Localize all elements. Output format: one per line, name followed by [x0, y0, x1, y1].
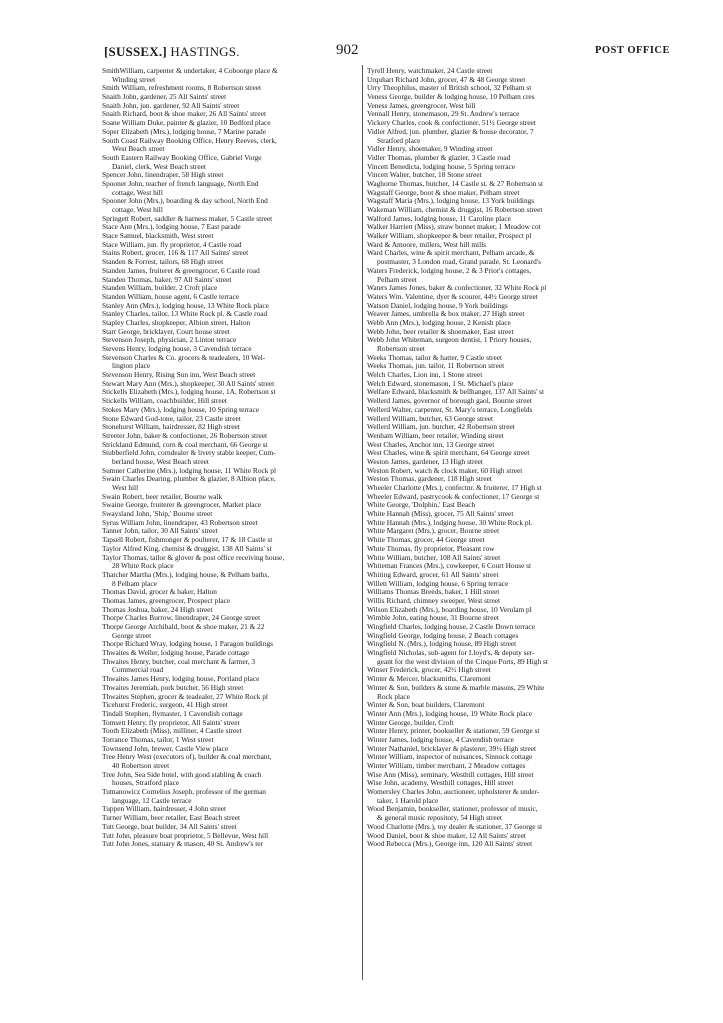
- directory-entry: Winter William, timber merchant, 2 Meadow cottages: [367, 762, 526, 770]
- directory-entry: Stace Ann (Mrs.), lodging house, 7 East parade: [102, 223, 241, 232]
- directory-entry: Winter Henry, printer, bookseller & stationer, 59 George st: [367, 727, 540, 736]
- directory-entry: Standen William, builder, 2 Croft place: [102, 284, 218, 293]
- directory-entry: Wingfield Nicholas, sub-agent for Lloyd's, & deputy ser-: [367, 649, 535, 658]
- directory-entry: Weston James, gardener, 13 High street: [367, 457, 483, 466]
- directory-entry: Waters Frederick, lodging house, 2 & 3 Prior's cottages,: [367, 266, 532, 275]
- directory-entry: Stevenson Charles & Co. grocers & teadealers, 10 Wel-: [102, 353, 266, 362]
- directory-entry: Walker William, shopkeeper & beer retailer, Prospect pl: [367, 232, 532, 241]
- directory-entry: Winter Ann (Mrs.), lodging house, 19 White Rock place: [367, 709, 532, 718]
- left-column: [102, 67, 363, 849]
- directory-entry: Tutt John Jones, statuary & mason, 40 St. Andrew's ter: [102, 840, 263, 849]
- directory-entry: Webb John, beer retailer & shoemaker, East street: [367, 327, 514, 336]
- directory-entry: Smith William, refreshment rooms, 8 Robertson street: [102, 84, 262, 93]
- directory-entry: Syrus William John, linendraper, 43 Robertson street: [102, 518, 258, 527]
- directory-entry: Vincett Walter, butcher, 18 Stone street: [367, 171, 482, 180]
- directory-entry: Tree Henry West (executors of), builder & coal merchant,: [102, 753, 272, 762]
- directory-entry: Standen James, fruiterer & greengrocer, 6 Castle road: [102, 266, 260, 275]
- entry-continuation: postmaster, 3 London road, Grand parade, St. Leonard's: [377, 258, 541, 267]
- entry-continuation: cottage, West hill: [112, 188, 163, 197]
- directory-entry: Snaith Richard, boot & shoe maker, 26 All Saints' street: [102, 110, 266, 119]
- directory-entry: Thwaites & Weller, lodging house, Parade cottage: [102, 649, 250, 658]
- directory-entry: Soper Elizabeth (Mrs.), lodging house, 7 Marine parade: [102, 127, 266, 136]
- directory-entry: Wimble John, eating house, 31 Bourne street: [367, 614, 499, 623]
- directory-entry: West Charles, Anchor inn, 13 George street: [367, 440, 495, 449]
- right-column: [367, 67, 637, 849]
- directory-entry: Vidler Henry, shoemaker, 9 Winding street: [367, 145, 493, 154]
- directory-entry: Taylor Thomas, tailor & glover & post office receiving house,: [102, 553, 285, 562]
- directory-entry: Spooner John (Mrs.), boarding & day school, North End: [102, 197, 268, 206]
- directory-entry: Winter George, builder, Croft: [367, 718, 454, 727]
- directory-entry: Spooner John, teacher of french language, North End: [102, 179, 259, 188]
- directory-entry: Standen William, house agent, 6 Castle terrace: [102, 292, 240, 301]
- page-number: 902: [336, 42, 359, 58]
- directory-entry: Standen & Forrest, tailors, 68 High street: [102, 258, 224, 267]
- directory-entry: Vincett Benedicta, lodging house, 5 Spring terrace: [367, 162, 516, 171]
- directory-entry: Streeter John, baker & confectioner, 26 Robertson street: [102, 431, 268, 440]
- entry-continuation: 40 Robertson street: [112, 762, 170, 770]
- directory-entry: Tuppen William, hairdresser, 4 John street: [102, 805, 227, 814]
- directory-entry: Weaver James, umbrella & box maker, 27 High street: [367, 310, 525, 319]
- directory-entry: Thwaites Henry, butcher, coal merchant & farmer, 3: [102, 657, 256, 666]
- directory-entry: Wood Rebecca (Mrs.), George inn, 120 All Saints' street: [367, 840, 533, 849]
- directory-entry: Winter & Son, builders & stone & marble masons, 29 White: [367, 683, 545, 692]
- directory-entry: Waghorne Thomas, butcher, 14 Castle st. & 27 Robertson st: [367, 179, 544, 188]
- entry-continuation: West hill: [112, 484, 139, 492]
- directory-entry: Swain Robert, beer retailer, Bourne walk: [102, 492, 223, 501]
- directory-entry: Wheeler Charlotte (Mrs.), confectnr. & fruiterer, 17 High st: [367, 484, 542, 492]
- town-label: HASTINGS.: [170, 44, 240, 59]
- directory-entry: Wood Benjamin, bookseller, stationer, professor of music,: [367, 805, 538, 814]
- directory-entry: Vidler Alfred, jun. plumber, glazier & house decorator, 7: [367, 127, 534, 136]
- directory-entry: Wheeler Edward, pastrycook & confectioner, 17 George st: [367, 492, 540, 501]
- directory-entry: Winter William, inspector of nuisances, Sinnock cottage: [367, 753, 533, 762]
- directory-entry: Wakeman William, chemist & druggist, 16 Robertson street: [367, 206, 543, 214]
- directory-entry: Standen Thomas, baker, 97 All Saints' street: [102, 275, 232, 284]
- directory-entry: Waters Wm. Valentine, dyer & scourer, 44½ George street: [367, 292, 538, 301]
- directory-entry: Wood Charlotte (Mrs.), toy dealer & stationer, 37 George st: [367, 822, 543, 831]
- directory-entry: Weeks Thomas, tailor & hatter, 9 Castle street: [367, 353, 503, 362]
- directory-entry: Vickery Charles, cook & confectioner, 51½ George street: [367, 119, 536, 128]
- directory-entry: White Hannah (Miss), grocer, 75 All Saints' street: [367, 510, 514, 519]
- directory-entry: Winter Nathaniel, bricklayer & plasterer, 39½ High street: [367, 744, 537, 753]
- directory-entry: Willett William, lodging house, 6 Spring terrace: [367, 579, 509, 588]
- directory-entry: Stanley Charles, tailor, 13 White Rock pl. & Castle road: [102, 310, 268, 319]
- directory-entry: Thorpe Richard Wray, lodging house, 1 Paragon buildings: [102, 640, 274, 649]
- entry-continuation: Robertson street: [377, 345, 425, 353]
- directory-entry: Swain Charles Dearing, plumber & glazier, 8 Albion place,: [102, 475, 276, 484]
- directory-entry: Vennall Henry, stonemason, 29 St. Andrew's terrace: [367, 110, 520, 119]
- directory-entry: Wise John, academy, Westhill cottages, Hill street: [367, 779, 514, 788]
- directory-entry: Turner William, beer retailer, East Beach street: [102, 814, 241, 823]
- directory-entry: Webb Ann (Mrs.), lodging house, 2 Kenish place: [367, 318, 511, 327]
- directory-entry: Womersley Charles John, auctioneer, upholsterer & under-: [367, 788, 540, 797]
- directory-entry: Welch Charles, Lion inn, 1 Stone street: [367, 371, 483, 380]
- directory-entry: Wilson Elizabeth (Mrs.), boarding house, 10 Verulam pl: [367, 605, 532, 614]
- directory-entry: Ward & Amoore, millers, West hill mills: [367, 240, 487, 249]
- directory-entry: Ward Charles, wine & spirit merchant, Pelham arcade, &: [367, 249, 535, 258]
- directory-entry: Stewart Mary Ann (Mrs.), shopkeeper, 30 All Saints' street: [102, 379, 275, 388]
- directory-entry: Tapsell Robert, fishmonger & poulterer, 17 & 18 Castle st: [102, 536, 273, 545]
- directory-entry: Starr George, bricklayer, Court house street: [102, 327, 230, 336]
- directory-entry: Stonehurst William, hairdresser, 82 High street: [102, 423, 240, 432]
- directory-entry: SmithWilliam, carpenter & undertaker, 4 Coboorge place &: [102, 67, 278, 75]
- directory-entry: Thwaites Stephen, grocer & teadealer, 27 White Rock pl: [102, 692, 268, 701]
- directory-entry: Tanner John, tailor, 30 All Saints' street: [102, 527, 218, 536]
- directory-entry: Urry Theophilus, master of British school, 32 Pelham st: [367, 84, 532, 93]
- directory-entry: White Margaret (Mrs.), grocer, Bourne street: [367, 527, 500, 536]
- directory-entry: Torrance Thomas, tailor, 1 West street: [102, 735, 214, 744]
- directory-entry: Welfare Edward, blacksmith & bellhanger, 137 All Saints' st: [367, 388, 545, 397]
- entry-continuation: George street: [112, 631, 152, 640]
- directory-entry: Spencer John, linendraper, 58 High street: [102, 171, 224, 180]
- directory-entry: Stapley Charles, shopkeeper, Albion street, Halton: [102, 318, 251, 327]
- directory-entry: Stone Edward God-tone, tailor, 23 Castle street: [102, 414, 241, 423]
- directory-entry: Veness James, greengrocer, West hill: [367, 101, 476, 110]
- directory-entry: Walford James, lodging house, 11 Caroline place: [367, 214, 511, 223]
- directory-entry: Thorpe Charles Burrow, linendraper, 24 George street: [102, 614, 261, 623]
- entry-continuation: West Beach street: [112, 145, 165, 154]
- running-title: [104, 44, 240, 60]
- directory-entry: White Thomas, fly proprietor, Pleasant row: [367, 544, 495, 553]
- directory-entry: Veness George, builder & lodging house, 10 Pelham cres: [367, 93, 535, 102]
- directory-entry: South Eastern Railway Booking Office, Gabriel Vorge: [102, 153, 262, 162]
- directory-entry: Stace William, jun. fly proprietor, 4 Castle road: [102, 240, 242, 249]
- directory-entry: Stanley Ann (Mrs.), lodging house, 13 White Rock place: [102, 301, 269, 310]
- directory-entry: Urquhart Richard John, grocer, 47 & 48 George street: [367, 75, 526, 84]
- directory-entry: Wellerd William, butcher, 63 George street: [367, 414, 494, 423]
- entry-continuation: Winding street: [112, 75, 156, 84]
- directory-entry: Tutt George, boat builder, 34 All Saints' street: [102, 822, 237, 831]
- directory-entry: White Hannah (Mrs.), lodging house, 30 White Rock pl.: [367, 518, 533, 527]
- directory-entry: Thwaites Jeremiah, pork butcher, 56 High street: [102, 683, 244, 692]
- directory-entry: Stains Robert, grocer, 116 & 117 All Saints' street: [102, 249, 249, 258]
- directory-entry: Whiting Edward, grocer, 61 All Saints' street: [367, 570, 499, 579]
- entry-continuation: Stratford place: [377, 136, 421, 145]
- directory-entry: Stubberfield John, corndealer & livery stable keeper, Cum-: [102, 449, 276, 458]
- directory-entry: Weston Thomas, gardener, 118 High street: [367, 475, 492, 484]
- directory-entry: Tomsett Henry, fly proprietor, All Saints' street: [102, 718, 240, 727]
- entry-continuation: Pelham street: [377, 275, 417, 284]
- directory-entry: Wingfield George, lodging house, 2 Beach cottages: [367, 631, 519, 640]
- directory-entry: Taylor Alfred King, chemist & druggist, 138 All Saints' st: [102, 544, 272, 553]
- entry-continuation: & general music repository, 54 High street: [377, 814, 502, 823]
- directory-entry: Webb John Whiteman, surgeon dentist, 1 Priory houses,: [367, 336, 532, 345]
- directory-entry: Snaith John, gardener, 25 All Saints' street: [102, 93, 227, 102]
- directory-entry: Tumanowicz Cornelius Joseph, professor of the german: [102, 788, 266, 797]
- directory-entry: Tooth Elizabeth (Miss), milliner, 4 Castle street: [102, 727, 242, 736]
- directory-entry: Winter & Son, boat builders, Claremont: [367, 701, 485, 710]
- directory-entry: Watson Daniel, lodging house, 9 York buildings: [367, 301, 508, 310]
- entry-continuation: Rock place: [377, 692, 410, 701]
- directory-entry: Tindall Stephen, flymaster, 1 Cavendish cottage: [102, 709, 243, 718]
- county-label: [SUSSEX.]: [104, 44, 167, 59]
- directory-name: POST OFFICE: [594, 45, 670, 56]
- directory-entry: Weeks Thomas, jun. tailor, 11 Robertson street: [367, 362, 505, 371]
- directory-entry: Soane William Duke, painter & glazier, 10 Bedford place: [102, 119, 271, 128]
- directory-entry: West Charles, wine & spirit merchant, 64 George street: [367, 449, 530, 458]
- directory-entry: Willis Richard, chimney sweeper, West street: [367, 596, 501, 605]
- entry-continuation: 28 White Rock place: [112, 562, 174, 571]
- directory-entry: Stickells Elizabeth (Mrs.), lodging house, 1A, Robertson st: [102, 388, 276, 397]
- directory-entry: Whiteman Frances (Mrs.), cowkeeper, 6 Court House st: [367, 562, 532, 571]
- directory-entry: Williams Thomas Breeds, baker, 1 Hill street: [367, 588, 500, 597]
- directory-entry: Snaith John, jun. gardener, 92 All Saints' street: [102, 101, 240, 110]
- directory-entry: Weston Robert, watch & clock maker, 60 High street: [367, 466, 523, 475]
- directory-entry: White George, 'Dolphin,' East Beach: [367, 501, 476, 510]
- entry-continuation: language, 12 Castle terrace: [112, 796, 192, 805]
- directory-entry: South Coast Railway Booking Office, Henry Reeves, clerk,: [102, 136, 277, 145]
- directory-entry: Sumner Catherine (Mrs.), lodging house, 11 White Rock pl: [102, 466, 276, 475]
- directory-entry: Wellerd James, governor of borough gaol, Bourne street: [367, 397, 532, 406]
- directory-entry: Walker Harriett (Miss), straw bonnet maker, 1 Meadow cot: [367, 223, 541, 232]
- directory-entry: Vidler Thomas, plumber & glazier, 3 Castle road: [367, 153, 511, 162]
- entry-continuation: 8 Pelham place: [112, 579, 157, 588]
- directory-entry: Wagstaff George, boot & shoe maker, Pelham street: [367, 188, 520, 197]
- directory-entry: Wenham William, beer retailer, Winding street: [367, 431, 504, 440]
- directory-entry: White William, butcher, 108 All Saints' street: [367, 553, 501, 562]
- entry-continuation: taker, 1 Harold place: [377, 796, 439, 805]
- directory-entry: Stokes Mary (Mrs.), lodging house, 10 Spring terrace: [102, 405, 260, 414]
- directory-entry: Wellerd Walter, carpenter, St. Mary's terrace, Longfields: [367, 405, 533, 414]
- directory-entry: Strickland Edmund, corn & coal merchant, 66 George st: [102, 440, 268, 449]
- column-divider: [362, 65, 363, 980]
- entry-continuation: cottage, West hill: [112, 206, 163, 214]
- directory-entry: Waters James Jones, baker & confectioner, 32 White Rock pl: [367, 284, 547, 293]
- directory-entry: Wingfield Charles, lodging house, 2 Castle Down terrace: [367, 623, 535, 631]
- directory-entry: Winter & Mercer, blacksmiths, Claremont: [367, 675, 491, 684]
- directory-entry: Stickells William, coachbuilder, Hill street: [102, 397, 227, 406]
- directory-entry: Wingfield N. (Mrs.), lodging house, 89 High street: [367, 640, 517, 649]
- directory-entry: White Thomas, grocer, 44 George street: [367, 536, 485, 545]
- directory-entry: Ticehurst Frederic, surgeon, 41 High street: [102, 701, 228, 710]
- directory-entry: Thomas James, greengrocer, Prospect place: [102, 596, 231, 605]
- directory-entry: Stevens Henry, lodging house, 3 Cavendish terrace: [102, 345, 252, 353]
- directory-entry: Springett Robert, saddler & harness maker, 5 Castle street: [102, 214, 273, 223]
- directory-entry: Winser Frederick, grocer, 42½ High street: [367, 666, 491, 675]
- page-header: [104, 44, 670, 62]
- directory-entry: Wagstaff Maria (Mrs.), lodging house, 13 York buildings: [367, 197, 535, 206]
- directory-entry: Tutt John, pleasure boat proprietor, 5 Bellevue, West hill: [102, 831, 269, 840]
- directory-entry: Thomas Joshua, baker, 24 High street: [102, 605, 213, 614]
- directory-entry: Swaine George, fruiterer & greengrocer, Market place: [102, 501, 262, 510]
- entry-continuation: berland house, West Beach street: [112, 457, 209, 466]
- directory-entry: Swaysland John, 'Ship,' Bourne street: [102, 510, 213, 519]
- entry-continuation: geant for the west division of the Cinque Ports, 89 High st: [377, 657, 548, 666]
- directory-entry: Tree John, Sea Side hotel, with good stabling & coach: [102, 770, 262, 779]
- directory-entry: Wellerd William, jun. butcher, 42 Robertson street: [367, 423, 515, 432]
- directory-entry: Thomas David, grocer & baker, Halton: [102, 588, 217, 597]
- entry-continuation: lington place: [112, 362, 151, 371]
- directory-entry: Thorpe George Archibald, boot & shoe maker, 21 & 22: [102, 623, 265, 631]
- directory-entry: Welch Edward, stonemason, 1 St. Michael's place: [367, 379, 514, 388]
- directory-entry: Winter James, lodging house, 4 Cavendish terrace: [367, 735, 514, 744]
- directory-entry: Stevenson Henry, Rising Sun inn, West Beach street: [102, 371, 256, 380]
- directory-entry: Stace Samuel, blacksmith, West street: [102, 232, 214, 241]
- directory-entry: Wise Ann (Miss), seminary, Westhill cottages, Hill street: [367, 770, 534, 779]
- directory-entry: Wood Daniel, boot & shoe maker, 12 All Saints' street: [367, 831, 526, 840]
- directory-entry: Townsend John, brewer, Castle View place: [102, 744, 229, 753]
- entry-continuation: houses, Stratford place: [112, 779, 180, 788]
- directory-entry: Tyrell Henry, watchmaker, 24 Castle street: [367, 67, 493, 75]
- entry-continuation: Commercial road: [112, 666, 164, 675]
- directory-entry: Thwaites James Henry, lodging house, Portland place: [102, 675, 260, 684]
- directory-entry: Thatcher Martha (Mrs.), lodging house, & Pelham baths,: [102, 570, 270, 579]
- directory-entry: Stevenson Joseph, physician, 2 Linton terrace: [102, 336, 237, 345]
- entry-continuation: Daniel, clerk, West Beach street: [112, 162, 206, 171]
